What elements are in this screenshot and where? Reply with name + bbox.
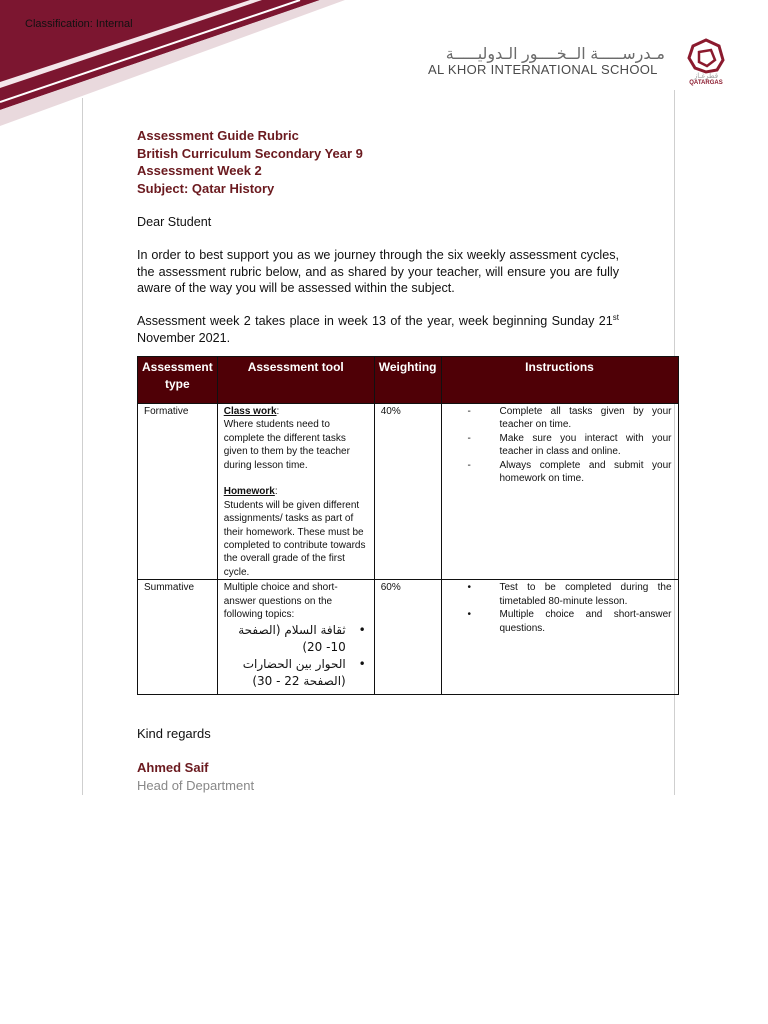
list-item: - Make sure you interact with your teacher in class and online. xyxy=(467,432,672,458)
cell-weighting: 40% xyxy=(374,404,441,580)
tool-text-summative: Multiple choice and short-answer questions on the following topics: xyxy=(223,582,338,621)
cell-tool: Class work: Where students need to complete the different tasks given to them by the teacher during lesson time. Homework: Students will be given different assignments/ tasks as part of their homework. These must be completed to contribute towards the overall grade of the first cycle. xyxy=(217,404,374,580)
logo-arabic-text: قطرغـاز xyxy=(693,73,719,80)
week-paragraph xyxy=(137,310,619,346)
list-item: • Test to be completed during the timetabled 80-minute lesson. xyxy=(467,582,672,607)
list-item: - Always complete and submit your homework on time. xyxy=(467,459,672,485)
cell-type: Summative xyxy=(138,580,218,695)
classification-label: Classification: Internal xyxy=(25,18,133,30)
school-name-english: AL KHOR INTERNATIONAL SCHOOL xyxy=(428,62,658,77)
intro-paragraph: In order to best support you as we journey through the six weekly assessment cycles, the assessment rubric below, and as shared by your teacher, will ensure you are fully aware of the way you will be assessed within the subject. xyxy=(137,248,619,295)
header-instructions: Instructions xyxy=(441,357,678,404)
week-text-end: November 2021. xyxy=(137,330,231,345)
margin-line-left xyxy=(82,98,83,795)
cell-tool xyxy=(217,580,374,695)
table-row xyxy=(138,404,679,580)
list-item: • ثقافة السلام (الصفحة 10- 20) xyxy=(238,622,366,654)
title-rubric: Assessment Guide Rubric xyxy=(137,128,299,143)
week-superscript: st xyxy=(612,313,619,322)
cell-type: Formative xyxy=(138,404,218,580)
tool-text-classwork: Where students need to complete the different tasks given to them by the teacher during lesson time. xyxy=(223,419,350,471)
cell-instructions xyxy=(441,580,678,695)
header-assessment-type: Assessment type xyxy=(138,357,218,404)
assessment-rubric-table xyxy=(137,356,679,695)
table-row xyxy=(138,580,679,695)
greeting: Dear Student xyxy=(137,215,212,229)
header-assessment-tool: Assessment tool xyxy=(217,357,374,404)
signature-name: Ahmed Saif xyxy=(137,760,209,775)
logo-name: QATARGAS xyxy=(689,80,723,86)
cell-instructions xyxy=(441,404,678,580)
tool-heading-classwork: Class work xyxy=(223,406,277,417)
header-weighting: Weighting xyxy=(374,357,441,404)
instructions-list xyxy=(448,581,672,635)
list-item: • الحوار بين الحضارات (الصفحة 22 - 30) xyxy=(242,656,366,688)
title-curriculum: British Curriculum Secondary Year 9 xyxy=(137,146,363,161)
week-text: Assessment week 2 takes place in week 13 of the year, week beginning Sunday 21 xyxy=(137,314,613,329)
closing-regards: Kind regards xyxy=(137,726,211,741)
list-item: • Multiple choice and short-answer questions. xyxy=(467,609,672,634)
instructions-list xyxy=(448,405,672,485)
tool-heading-homework: Homework xyxy=(223,486,275,498)
table-header-row xyxy=(138,357,679,404)
school-name-arabic: مـدرســـــة الــخــــور الـدوليـــــة xyxy=(445,46,665,63)
signature-role: Head of Department xyxy=(137,778,255,793)
tool-text-homework: Students will be given different assignments/ tasks as part of their homework. These must be completed to contribute towards the overall grade of the first cycle. xyxy=(223,499,366,578)
list-item: - Complete all tasks given by your teacher on time. xyxy=(467,406,672,431)
topics-list xyxy=(224,622,368,690)
title-week: Assessment Week 2 xyxy=(137,163,262,178)
cell-weighting: 60% xyxy=(374,580,441,695)
title-subject: Subject: Qatar History xyxy=(137,181,275,196)
